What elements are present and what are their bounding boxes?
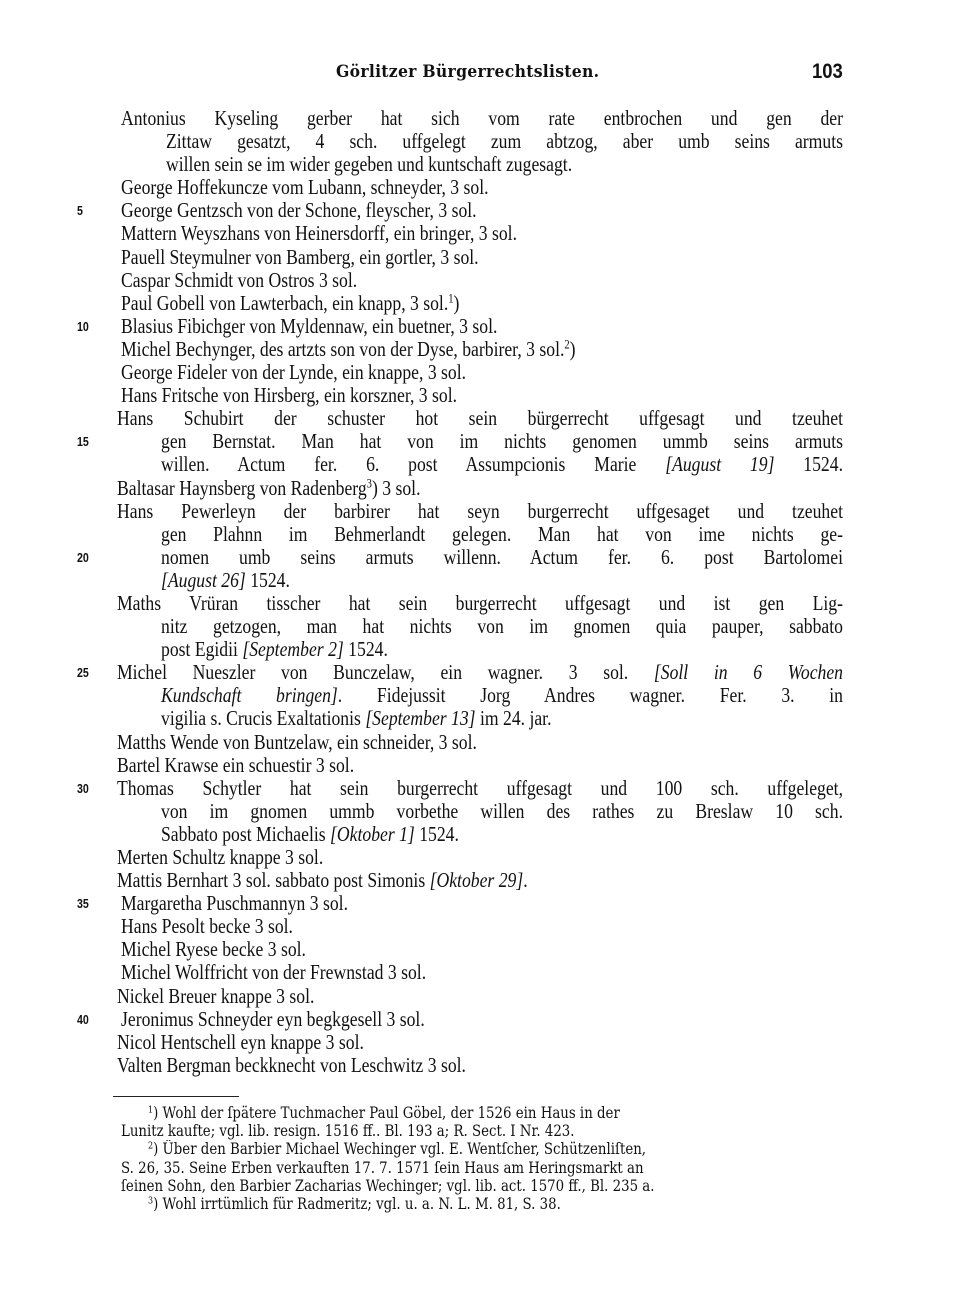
- line-content: Hans Schubirt der schuster hot sein bürgerrecht uffgesagt und tzeuhet: [117, 406, 843, 431]
- line-content: Blasius Fibichger von Myldennaw, ein buetner, 3 sol.: [121, 313, 498, 338]
- text-line: [0, 1031, 960, 1054]
- line-content: 1524.: [774, 452, 843, 477]
- line-content: . Fidejussit Jorg Andres wagner. Fer. 3. in: [337, 683, 843, 708]
- editorial-insertion: [August 26]: [161, 567, 246, 592]
- line-content: Hans Pesolt becke 3 sol.: [121, 914, 293, 939]
- editorial-insertion: [September 13]: [365, 706, 476, 731]
- line-content: Mattern Weyszhans von Heinersdorff, ein bringer, 3 sol.: [121, 221, 517, 246]
- text-line: [0, 869, 960, 892]
- footnote-marker-paren: ): [153, 1140, 163, 1159]
- line-content: 1524.: [245, 567, 290, 592]
- footnote-reference[interactable]: 3: [366, 475, 372, 490]
- text-line: [0, 892, 960, 915]
- line-number: 30: [77, 781, 89, 796]
- line-content: willen. Actum fer. 6. post Assumpcionis Marie: [161, 452, 666, 477]
- line-content: Sabbato post Michaelis: [161, 821, 331, 846]
- text-line: [0, 407, 960, 430]
- line-content: Nickel Breuer knappe 3 sol.: [117, 983, 315, 1008]
- line-text: [161, 569, 290, 592]
- line-text: [161, 615, 843, 638]
- line-text: [117, 1054, 466, 1077]
- line-text: [121, 338, 576, 361]
- line-content: Maths Vrüran tisscher hat sein burgerrecht uffgesagt und ist gen Lig-: [117, 590, 843, 615]
- line-text: [121, 176, 489, 199]
- line-content: Pauell Steymulner von Bamberg, ein gortler, 3 sol.: [121, 244, 479, 269]
- line-content: Bartel Krawse ein schuestir 3 sol.: [117, 752, 355, 777]
- line-number: 10: [77, 319, 89, 334]
- line-text: [121, 938, 306, 961]
- line-number: 25: [77, 666, 89, 681]
- text-line: [0, 523, 960, 546]
- line-content: Antonius Kyseling gerber hat sich vom rate entbrochen und gen der: [121, 106, 843, 130]
- editorial-insertion: [Oktober 29]: [429, 868, 524, 893]
- footnote-line: [0, 1140, 960, 1158]
- line-content: Valten Bergman beckknecht von Leschwitz 3 sol.: [117, 1052, 466, 1077]
- line-text: [121, 915, 293, 938]
- line-text: [161, 707, 552, 730]
- line-text: [117, 661, 843, 684]
- footnote-content: Lunitz kaufte; vgl. lib. resign. 1516 ff.. Bl. 193 a; R. Sect. I Nr. 423.: [121, 1122, 575, 1141]
- footnote-marker-paren: ): [153, 1194, 163, 1213]
- line-number: 15: [77, 435, 89, 450]
- line-content: Nicol Hentschell eyn knappe 3 sol.: [117, 1029, 364, 1054]
- line-content: Caspar Schmidt von Ostros 3 sol.: [121, 267, 358, 292]
- line-content: nitz getzogen, man hat nichts von im gnomen quia pauper, sabbato: [161, 614, 843, 639]
- line-number: 40: [77, 1012, 89, 1027]
- line-content: Thomas Schytler hat sein burgerrecht uffgesagt und 100 sch. uffgeleget,: [117, 775, 843, 800]
- line-text: [117, 407, 843, 430]
- line-content: Zittaw gesatzt, 4 sch. uffgelegt zum abtzog, aber umb seins armuts: [166, 129, 843, 154]
- line-content: im 24. jar.: [475, 706, 552, 731]
- text-line: [0, 453, 960, 476]
- line-text: [161, 523, 843, 546]
- line-text: [117, 869, 528, 892]
- text-line: [0, 823, 960, 846]
- footnote-reference-paren: ): [569, 336, 576, 361]
- text-line: [0, 1054, 960, 1077]
- text-line: [0, 199, 960, 222]
- editorial-insertion: [Soll in 6 Wochen: [653, 660, 843, 685]
- text-line: [0, 130, 960, 153]
- line-content: gen Bernstat. Man hat von im nichts genomen ummb seins armuts: [161, 429, 843, 454]
- text-line: [0, 546, 960, 569]
- line-content: Baltasar Haynsberg von Radenberg: [117, 475, 367, 500]
- line-content: Michel Bechynger, des artzts son von der Dyse, barbirer, 3 sol.: [121, 336, 565, 361]
- footnote-line: [0, 1122, 960, 1140]
- text-line: [0, 361, 960, 384]
- footnote-content: Über den Barbier Michael Wechinger vgl. E. Wentſcher, Schützenliſten,: [162, 1140, 647, 1159]
- line-text: [117, 500, 843, 523]
- text-line: [0, 500, 960, 523]
- line-text: [121, 292, 459, 315]
- text-line: [0, 292, 960, 315]
- footnote-line: [0, 1177, 960, 1195]
- text-line: [0, 615, 960, 638]
- editorial-insertion: [August 19]: [665, 452, 775, 477]
- line-content: George Fideler von der Lynde, ein knappe, 3 sol.: [121, 360, 467, 385]
- text-line: [0, 246, 960, 269]
- line-text: [121, 315, 497, 338]
- footnote-reference-paren: ): [371, 475, 378, 500]
- line-content: Margaretha Puschmannyn 3 sol.: [121, 891, 348, 916]
- line-number: 20: [77, 550, 89, 565]
- footnote-content: ſeinen Sohn, den Barbier Zacharias Wechinger; vgl. lib. act. 1570 ff., Bl. 235 a.: [121, 1176, 655, 1195]
- running-title: Görlitzer Bürgerrechtslisten.: [336, 62, 600, 82]
- footnote-text: [148, 1195, 561, 1213]
- line-content: nomen umb seins armuts willenn. Actum fer. 6. post Bartolomei: [161, 544, 843, 569]
- line-text: [161, 546, 843, 569]
- text-line: [0, 384, 960, 407]
- footnote-text: [148, 1140, 646, 1158]
- text-line: [0, 153, 960, 176]
- line-text: [121, 892, 348, 915]
- line-content: Paul Gobell von Lawterbach, ein knapp, 3 sol.: [121, 290, 449, 315]
- text-line: [0, 800, 960, 823]
- line-content: post Egidii: [161, 637, 243, 662]
- footnote-marker-paren: ): [153, 1104, 163, 1122]
- page-header: [0, 62, 960, 86]
- text-line: [0, 846, 960, 869]
- text-line: [0, 661, 960, 684]
- line-text: [117, 592, 843, 615]
- text-line: [0, 985, 960, 1008]
- line-number: 35: [77, 897, 89, 912]
- text-line: [0, 430, 960, 453]
- line-text: [121, 961, 426, 984]
- line-content: 3 sol.: [377, 475, 421, 500]
- footnote-content: Wohl der ſpätere Tuchmacher Paul Göbel, der 1526 ein Haus in der: [162, 1104, 620, 1122]
- line-text: [121, 107, 843, 130]
- line-text: [161, 430, 843, 453]
- text-line: [0, 107, 960, 130]
- line-content: .: [523, 868, 528, 893]
- footnote-reference[interactable]: 1: [448, 291, 454, 306]
- text-line: [0, 176, 960, 199]
- line-content: 1524.: [343, 637, 388, 662]
- line-text: [117, 477, 420, 500]
- footnote-text: [121, 1159, 644, 1177]
- line-text: [117, 777, 843, 800]
- editorial-insertion: Kundschaft bringen]: [161, 683, 338, 708]
- text-line: [0, 754, 960, 777]
- body-text: [0, 107, 960, 1077]
- line-text: [117, 1031, 364, 1054]
- line-content: vigilia s. Crucis Exaltationis: [161, 706, 366, 731]
- line-content: Michel Ryese becke 3 sol.: [121, 937, 306, 962]
- line-text: [117, 754, 354, 777]
- footnote-reference[interactable]: 2: [564, 337, 570, 352]
- line-text: [161, 800, 843, 823]
- line-text: [121, 1008, 425, 1031]
- text-line: [0, 938, 960, 961]
- line-content: 1524.: [414, 821, 459, 846]
- line-content: Michel Wolffricht von der Frewnstad 3 sol.: [121, 960, 427, 985]
- text-line: [0, 1008, 960, 1031]
- text-line: [0, 338, 960, 361]
- footnote-text: [148, 1104, 620, 1122]
- footnote-reference-paren: ): [453, 290, 460, 315]
- line-content: Hans Fritsche von Hirsberg, ein korszner, 3 sol.: [121, 383, 458, 408]
- line-text: [121, 222, 517, 245]
- line-text: [161, 453, 843, 476]
- footnote-line: [0, 1195, 960, 1213]
- line-content: Michel Nueszler von Bunczelaw, ein wagner. 3 sol.: [117, 660, 654, 685]
- line-number: 5: [77, 204, 83, 219]
- line-text: [121, 199, 477, 222]
- line-content: George Gentzsch von der Schone, fleyscher, 3 sol.: [121, 198, 477, 223]
- footnote-content: S. 26, 35. Seine Erben verkauften 17. 7. 1571 ſein Haus am Heringsmarkt an: [121, 1158, 644, 1177]
- text-line: [0, 961, 960, 984]
- footnote-line: [0, 1104, 960, 1122]
- footnote-marker: 2: [148, 1140, 154, 1152]
- line-text: [117, 846, 323, 869]
- line-text: [161, 684, 843, 707]
- line-text: [117, 731, 477, 754]
- line-text: [161, 638, 388, 661]
- text-line: [0, 569, 960, 592]
- footnote-marker: 3: [148, 1195, 154, 1207]
- line-text: [121, 384, 457, 407]
- line-content: gen Plahnn im Behmerlandt gelegen. Man hat von ime nichts ge-: [161, 521, 843, 546]
- footnote-separator: [113, 1096, 239, 1097]
- text-line: [0, 731, 960, 754]
- footnote-text: [121, 1122, 575, 1140]
- footnote-marker: 1: [148, 1104, 154, 1116]
- line-text: [161, 823, 459, 846]
- text-line: [0, 684, 960, 707]
- line-text: [121, 246, 479, 269]
- text-line: [0, 592, 960, 615]
- line-text: [166, 130, 843, 153]
- editorial-insertion: [Oktober 1]: [330, 821, 415, 846]
- editorial-insertion: [September 2]: [242, 637, 344, 662]
- footnote-text: [121, 1177, 654, 1195]
- text-line: [0, 777, 960, 800]
- line-content: willen sein se im wider gegeben und kuntschaft zugesagt.: [166, 152, 573, 177]
- line-content: George Hoffekuncze vom Lubann, schneyder, 3 sol.: [121, 175, 489, 200]
- text-line: [0, 315, 960, 338]
- footnotes: [0, 1104, 960, 1213]
- text-line: [0, 477, 960, 500]
- line-text: [117, 985, 314, 1008]
- line-text: [166, 153, 572, 176]
- text-line: [0, 915, 960, 938]
- line-content: Matths Wende von Buntzelaw, ein schneider, 3 sol.: [117, 729, 477, 754]
- line-content: Merten Schultz knappe 3 sol.: [117, 845, 324, 869]
- text-line: [0, 638, 960, 661]
- footnote-line: [0, 1159, 960, 1177]
- line-content: Hans Pewerleyn der barbirer hat seyn burgerrecht uffgesaget und tzeuhet: [117, 498, 843, 523]
- text-line: [0, 269, 960, 292]
- line-text: [121, 269, 357, 292]
- page-number: 103: [812, 60, 843, 83]
- line-content: Mattis Bernhart 3 sol. sabbato post Simonis: [117, 868, 430, 893]
- line-text: [121, 361, 466, 384]
- footnote-content: Wohl irrtümlich für Radmeritz; vgl. u. a. N. L. M. 81, S. 38.: [162, 1194, 561, 1213]
- line-content: Jeronimus Schneyder eyn begkgesell 3 sol.: [121, 1006, 425, 1031]
- line-content: von im gnomen ummb vorbethe willen des rathes zu Breslaw 10 sch.: [161, 798, 843, 823]
- text-line: [0, 707, 960, 730]
- text-line: [0, 222, 960, 245]
